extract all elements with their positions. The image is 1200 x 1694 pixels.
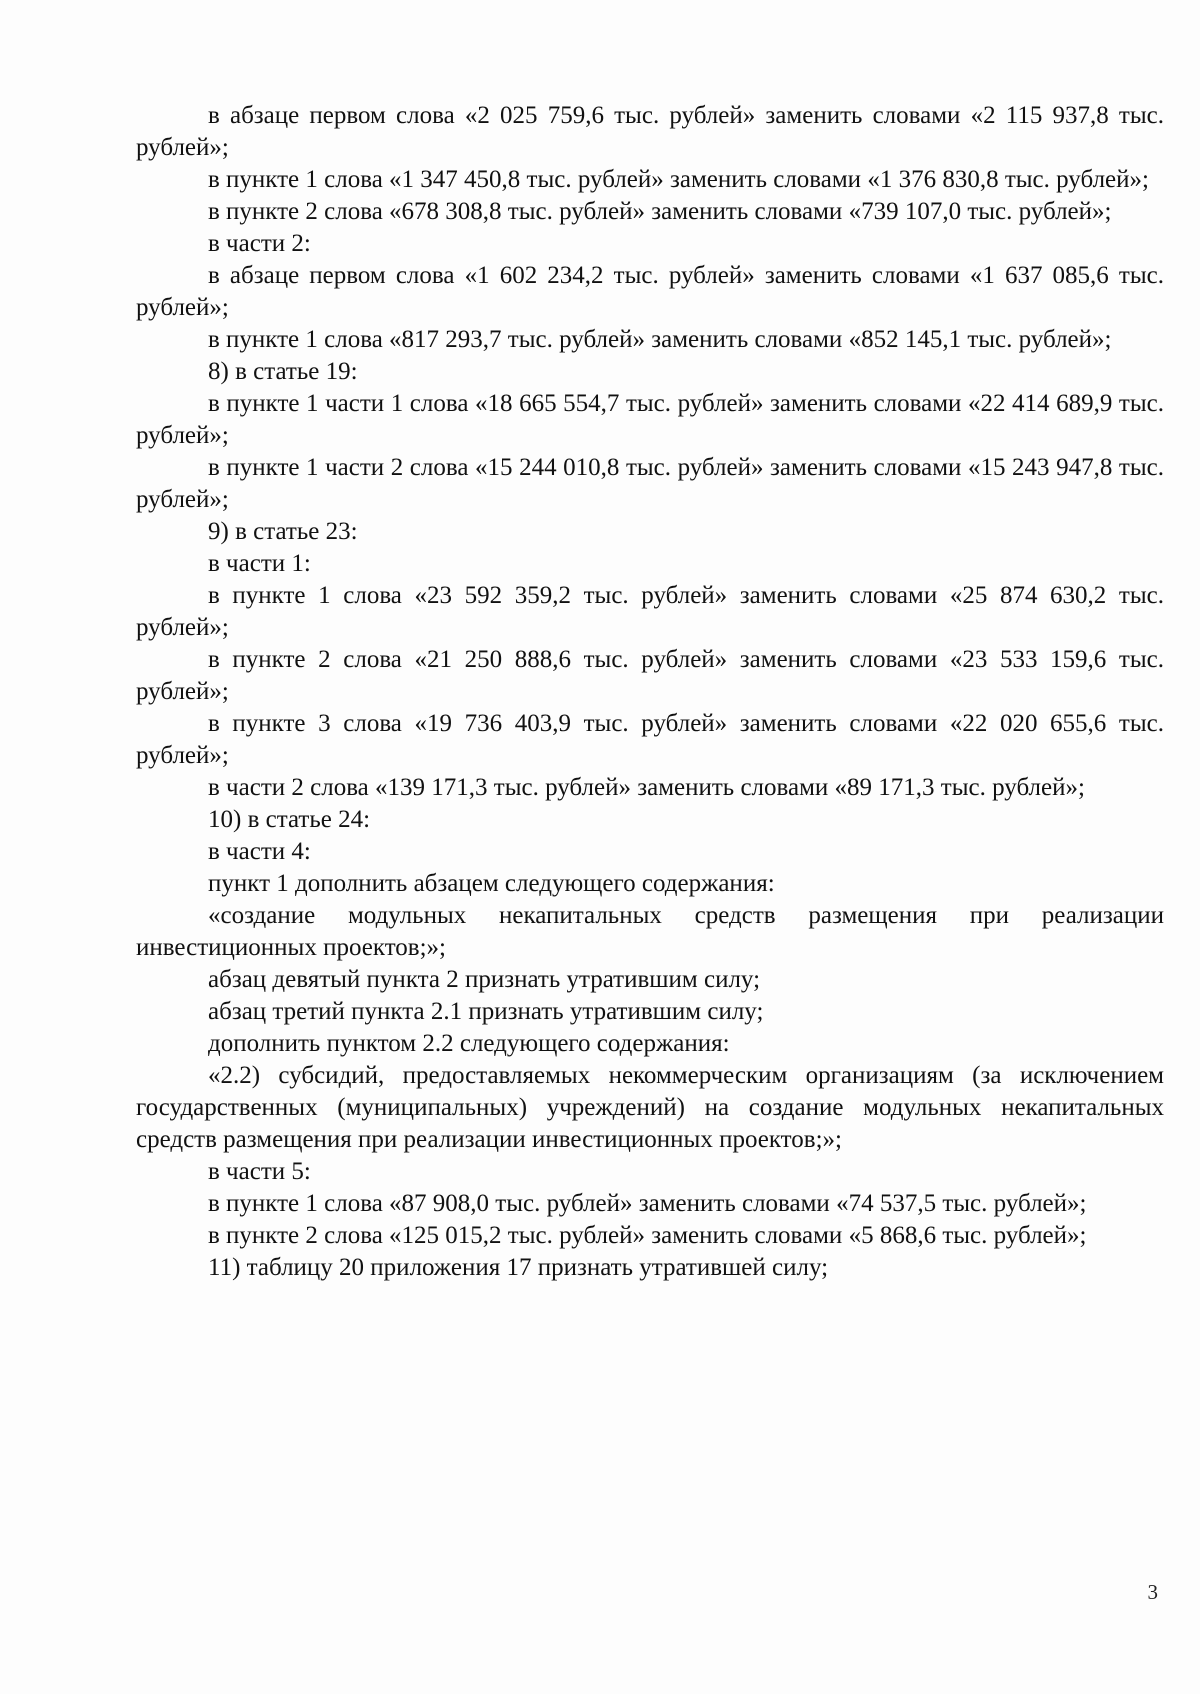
paragraph-16: 10) в статье 24: [208,806,371,833]
paragraph-11: в части 1: [208,550,311,577]
paragraph-21: абзац третий пункта 2.1 признать утратившим силу; [208,998,764,1025]
paragraph-12: в пункте 1 слова «23 592 359,2 тыс. рублей» заменить словами «25 874 630,2 тыс. рублей»; [136,582,1164,641]
document-body [136,100,1164,1284]
paragraph-19: «создание модульных некапитальных средств размещения при реализации инвестиционных проектов;»; [136,902,1164,961]
paragraph-6: в пункте 1 слова «817 293,7 тыс. рублей» заменить словами «852 145,1 тыс. рублей»; [208,326,1112,353]
page-number: 3 [1147,1580,1158,1604]
paragraph-24: в части 5: [208,1158,311,1185]
paragraph-20: абзац девятый пункта 2 признать утратившим силу; [208,966,761,993]
paragraph-23: «2.2) субсидий, предоставляемых некоммерческим организациям (за исключением государственных (муниципальных) учреждений) на создание модульных некапитальных средств размещения при реализации инвестиционных проектов;»; [136,1062,1164,1153]
paragraph-1: в абзаце первом слова «2 025 759,6 тыс. рублей» заменить словами «2 115 937,8 тыс. рублей»; [136,102,1164,161]
paragraph-2: в пункте 1 слова «1 347 450,8 тыс. рублей» заменить словами «1 376 830,8 тыс. рублей»; [208,166,1149,193]
paragraph-17: в части 4: [208,838,311,865]
paragraph-15: в части 2 слова «139 171,3 тыс. рублей» заменить словами «89 171,3 тыс. рублей»; [208,774,1085,801]
paragraph-10: 9) в статье 23: [208,518,358,545]
paragraph-4: в части 2: [208,230,311,257]
paragraph-14: в пункте 3 слова «19 736 403,9 тыс. рублей» заменить словами «22 020 655,6 тыс. рублей»; [136,710,1164,769]
paragraph-18: пункт 1 дополнить абзацем следующего содержания: [208,870,775,897]
paragraph-3: в пункте 2 слова «678 308,8 тыс. рублей» заменить словами «739 107,0 тыс. рублей»; [208,198,1112,225]
paragraph-8: в пункте 1 части 1 слова «18 665 554,7 тыс. рублей» заменить словами «22 414 689,9 тыс. рублей»; [136,390,1164,449]
paragraph-27: 11) таблицу 20 приложения 17 признать утратившей силу; [208,1254,829,1281]
paragraph-26: в пункте 2 слова «125 015,2 тыс. рублей» заменить словами «5 868,6 тыс. рублей»; [208,1222,1087,1249]
paragraph-9: в пункте 1 части 2 слова «15 244 010,8 тыс. рублей» заменить словами «15 243 947,8 тыс. рублей»; [136,454,1164,513]
paragraph-5: в абзаце первом слова «1 602 234,2 тыс. рублей» заменить словами «1 637 085,6 тыс. рублей»; [136,262,1164,321]
paragraph-22: дополнить пунктом 2.2 следующего содержания: [208,1030,730,1057]
paragraph-7: 8) в статье 19: [208,358,358,385]
paragraph-25: в пункте 1 слова «87 908,0 тыс. рублей» заменить словами «74 537,5 тыс. рублей»; [208,1190,1087,1217]
paragraph-13: в пункте 2 слова «21 250 888,6 тыс. рублей» заменить словами «23 533 159,6 тыс. рублей»; [136,646,1164,705]
